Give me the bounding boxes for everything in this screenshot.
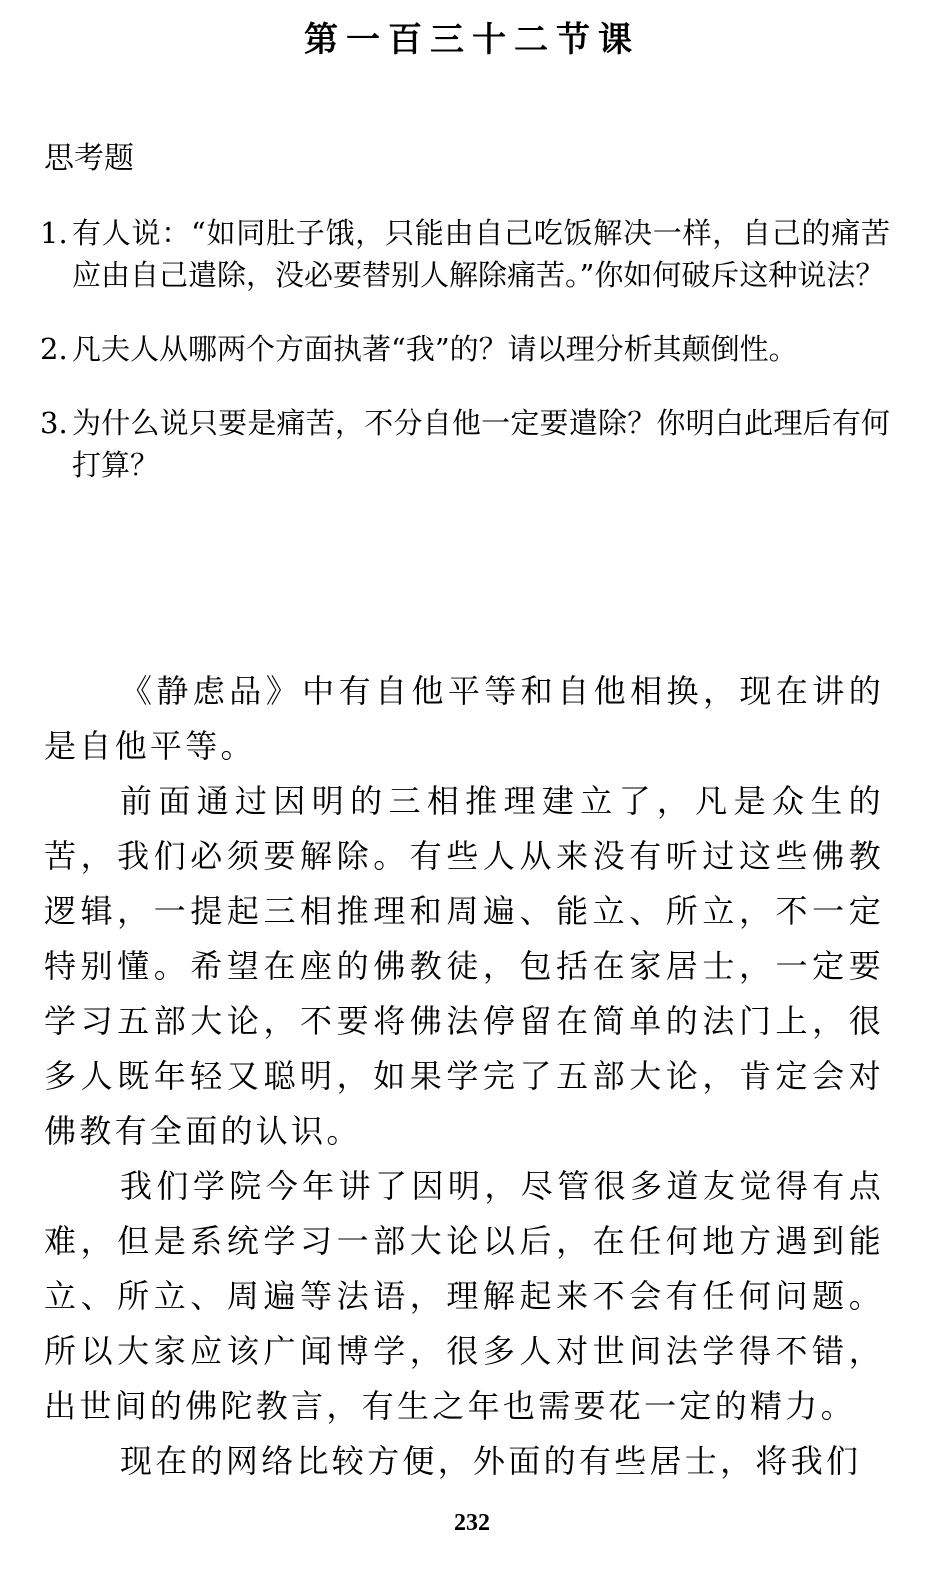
question-number: 3. xyxy=(40,406,68,440)
page-number: 232 xyxy=(454,1510,490,1536)
question-item xyxy=(40,402,890,486)
body-paragraph: 《静虑品》中有自他平等和自他相换，现在讲的是自他平等。 xyxy=(44,672,884,765)
body-paragraph: 前面通过因明的三相推理建立了，凡是众生的苦，我们必须要解除。有些人从来没有听过这些佛教逻辑，一提起三相推理和周遍、能立、所立，不一定特别懂。希望在座的佛教徒，包括在家居士，一定要学习五部大论，不要将佛法停留在简单的法门上，很多人既年轻又聪明，如果学完了五部大论，肯定会对佛教有全面的认识。 xyxy=(44,782,884,1150)
body-text xyxy=(44,664,884,1489)
question-text: 有人说：“如同肚子饿，只能由自己吃饭解决一样，自己的痛苦应由自己遣除，没必要替别人解除痛苦。”你如何破斥这种说法？ xyxy=(72,216,890,292)
question-list xyxy=(40,212,890,518)
question-item xyxy=(40,212,890,296)
question-item xyxy=(40,328,890,370)
question-number: 1. xyxy=(40,216,68,250)
body-paragraph: 我们学院今年讲了因明，尽管很多道友觉得有点难，但是系统学习一部大论以后，在任何地方遇到能立、所立、周遍等法语，理解起来不会有任何问题。所以大家应该广闻博学，很多人对世间法学得不错，出世间的佛陀教言，有生之年也需要花一定的精力。 xyxy=(44,1167,884,1425)
body-paragraph: 现在的网络比较方便，外面的有些居士，将我们 xyxy=(120,1442,862,1480)
question-text: 为什么说只要是痛苦，不分自他一定要遣除？你明白此理后有何打算？ xyxy=(72,406,890,482)
lesson-title: 第一百三十二节课 xyxy=(304,20,640,60)
question-text: 凡夫人从哪两个方面执著“我”的？请以理分析其颠倒性。 xyxy=(72,332,798,366)
question-number: 2. xyxy=(40,332,68,366)
section-label: 思考题 xyxy=(44,141,134,176)
